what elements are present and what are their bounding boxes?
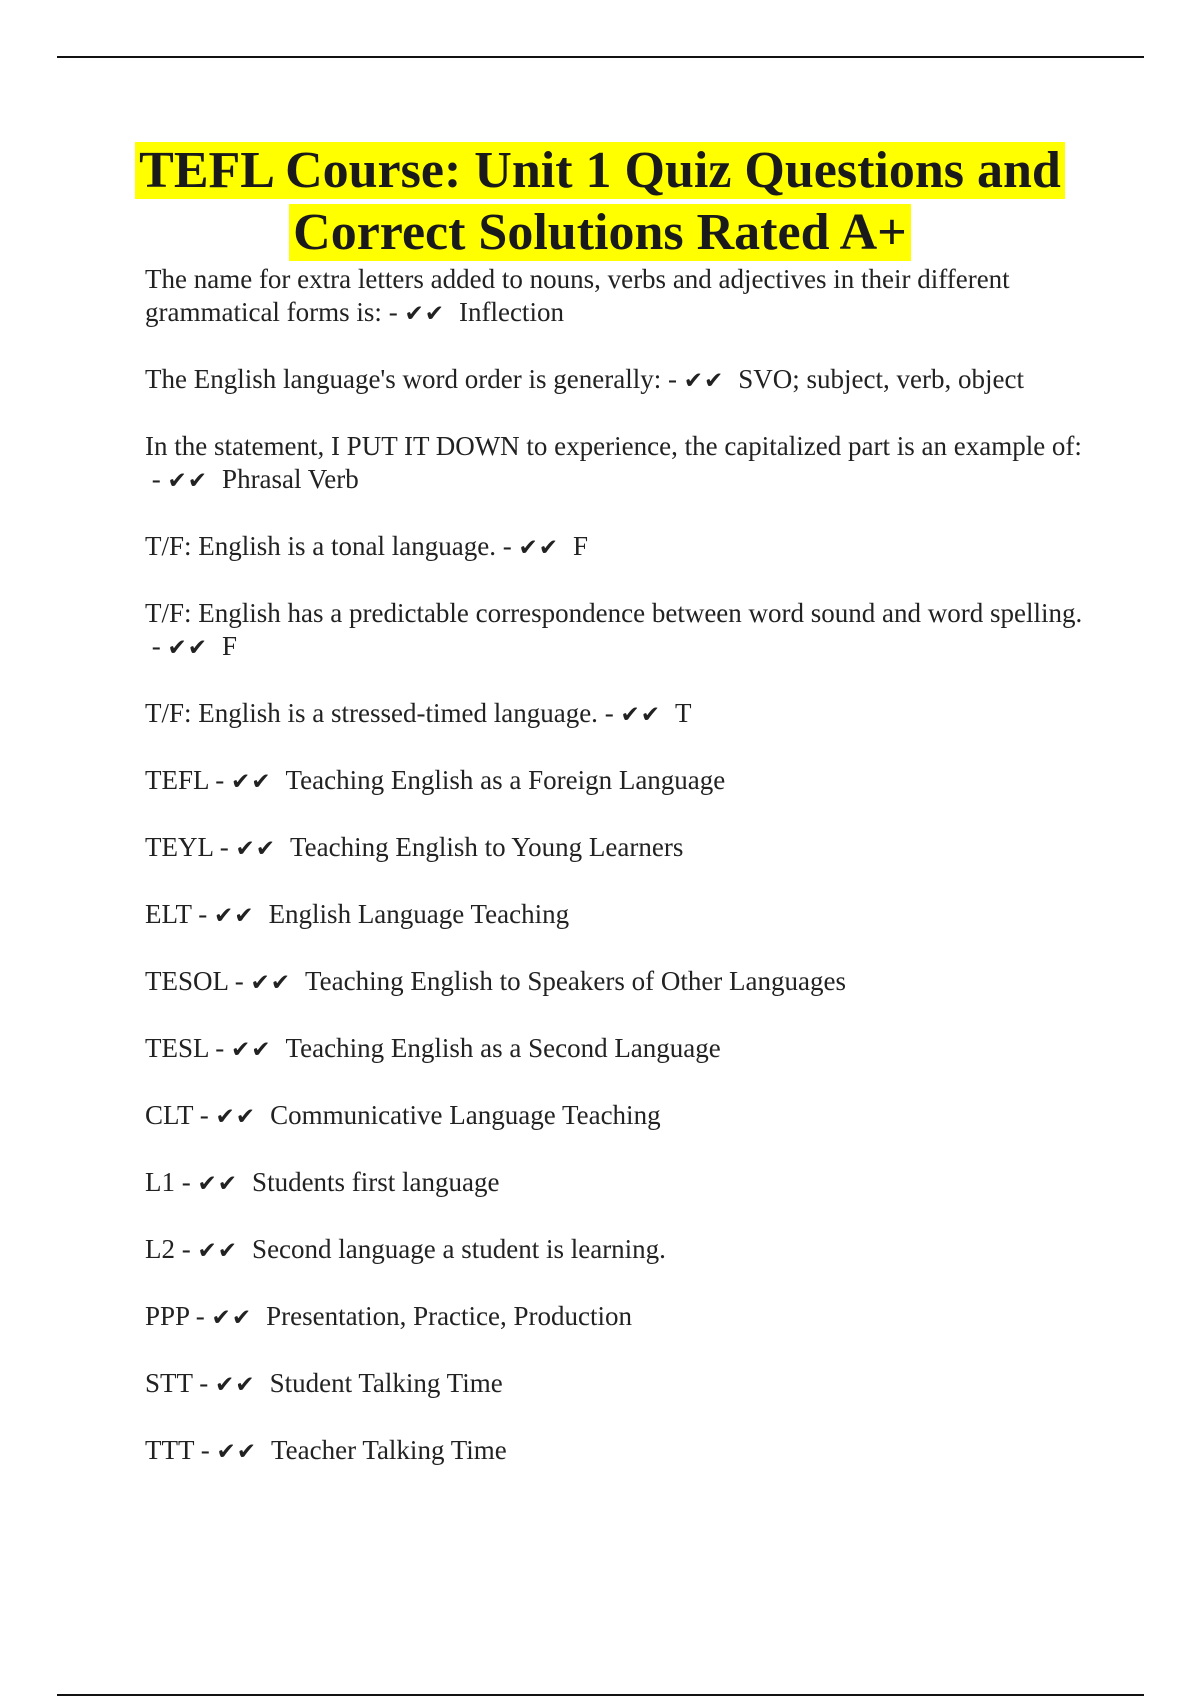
double-check-icon: ✔✔ bbox=[231, 769, 272, 795]
separator: - bbox=[228, 966, 251, 996]
question-text: ELT bbox=[145, 899, 192, 929]
question-text: T/F: English is a stressed-timed language. bbox=[145, 698, 598, 728]
question-text: TEYL bbox=[145, 832, 213, 862]
double-check-icon: ✔✔ bbox=[683, 368, 725, 394]
question-text: TESL bbox=[145, 1033, 209, 1063]
answer-text: T bbox=[674, 698, 692, 728]
separator: - bbox=[212, 832, 236, 862]
answer-text: Teaching English to Speakers of Other Languages bbox=[305, 966, 846, 996]
separator: - bbox=[189, 1301, 212, 1331]
separator: - bbox=[191, 899, 215, 929]
qa-item bbox=[145, 597, 1095, 665]
separator: - bbox=[145, 464, 168, 494]
answer-text: Second language a student is learning. bbox=[252, 1234, 666, 1264]
double-check-icon: ✔✔ bbox=[167, 468, 209, 494]
title-line-2: Correct Solutions Rated A+ bbox=[289, 204, 911, 261]
qa-item bbox=[145, 1166, 1095, 1201]
question-text: PPP bbox=[145, 1301, 190, 1331]
qa-list bbox=[145, 263, 1095, 1501]
question-text: T/F: English is a tonal language. bbox=[145, 531, 496, 561]
question-text: L2 bbox=[145, 1234, 175, 1264]
question-text: In the statement, I PUT IT DOWN to experience, the capitalized part is an example of: bbox=[145, 431, 1082, 461]
qa-item bbox=[145, 1434, 1095, 1469]
qa-item bbox=[145, 1300, 1095, 1335]
double-check-icon: ✔✔ bbox=[235, 836, 277, 862]
question-text: TESOL bbox=[145, 966, 228, 996]
qa-item bbox=[145, 430, 1095, 498]
separator: - bbox=[194, 1435, 217, 1465]
double-check-icon: ✔✔ bbox=[215, 1372, 256, 1398]
question-text: STT bbox=[145, 1368, 193, 1398]
separator: - bbox=[208, 1033, 231, 1063]
question-text: TEFL bbox=[145, 765, 209, 795]
qa-item bbox=[145, 1233, 1095, 1268]
double-check-icon: ✔✔ bbox=[215, 1104, 257, 1130]
qa-item bbox=[145, 1032, 1095, 1067]
title-line-1: TEFL Course: Unit 1 Quiz Questions and bbox=[135, 142, 1065, 199]
separator: - bbox=[381, 297, 405, 327]
answer-text: Teaching English as a Foreign Language bbox=[285, 765, 726, 795]
answer-text: Students first language bbox=[252, 1167, 500, 1197]
top-rule bbox=[57, 56, 1144, 58]
answer-text: Phrasal Verb bbox=[222, 464, 359, 494]
separator: - bbox=[208, 765, 231, 795]
separator: - bbox=[495, 531, 519, 561]
question-text: T/F: English has a predictable correspondence between word sound and word spelling. bbox=[145, 598, 1083, 628]
answer-text: Teaching English as a Second Language bbox=[285, 1033, 721, 1063]
qa-item bbox=[145, 263, 1095, 331]
double-check-icon: ✔✔ bbox=[197, 1171, 239, 1197]
double-check-icon: ✔✔ bbox=[518, 535, 559, 561]
qa-item bbox=[145, 831, 1095, 866]
double-check-icon: ✔✔ bbox=[197, 1238, 239, 1264]
double-check-icon: ✔✔ bbox=[231, 1037, 272, 1063]
separator: - bbox=[175, 1234, 198, 1264]
qa-item bbox=[145, 965, 1095, 1000]
answer-text: F bbox=[222, 631, 238, 661]
qa-item bbox=[145, 363, 1095, 398]
question-text: CLT bbox=[145, 1100, 194, 1130]
double-check-icon: ✔✔ bbox=[167, 635, 209, 661]
qa-item bbox=[145, 530, 1095, 565]
answer-text: Communicative Language Teaching bbox=[270, 1100, 661, 1130]
qa-item bbox=[145, 697, 1095, 732]
answer-text: SVO; subject, verb, object bbox=[738, 364, 1024, 394]
separator: - bbox=[661, 364, 684, 394]
qa-item bbox=[145, 1367, 1095, 1402]
answer-text: F bbox=[573, 531, 589, 561]
bottom-rule bbox=[57, 1694, 1144, 1696]
qa-item bbox=[145, 898, 1095, 933]
answer-text: Presentation, Practice, Production bbox=[266, 1301, 633, 1331]
answer-text: English Language Teaching bbox=[268, 899, 570, 929]
qa-item bbox=[145, 764, 1095, 799]
double-check-icon: ✔✔ bbox=[214, 903, 255, 929]
answer-text: Student Talking Time bbox=[269, 1368, 503, 1398]
double-check-icon: ✔✔ bbox=[211, 1305, 253, 1331]
double-check-icon: ✔✔ bbox=[404, 301, 445, 327]
question-text: The name for extra letters added to nouns, verbs and adjectives in their different grammatical forms is: bbox=[145, 264, 1010, 327]
page-title bbox=[60, 140, 1140, 264]
double-check-icon: ✔✔ bbox=[216, 1439, 258, 1465]
separator: - bbox=[193, 1100, 216, 1130]
answer-text: Inflection bbox=[458, 297, 564, 327]
separator: - bbox=[175, 1167, 198, 1197]
qa-item bbox=[145, 1099, 1095, 1134]
separator: - bbox=[597, 698, 621, 728]
answer-text: Teaching English to Young Learners bbox=[290, 832, 684, 862]
question-text: TTT bbox=[145, 1435, 194, 1465]
separator: - bbox=[145, 631, 168, 661]
double-check-icon: ✔✔ bbox=[620, 702, 661, 728]
question-text: The English language's word order is generally: bbox=[145, 364, 662, 394]
double-check-icon: ✔✔ bbox=[250, 970, 292, 996]
question-text: L1 bbox=[145, 1167, 175, 1197]
answer-text: Teacher Talking Time bbox=[271, 1435, 507, 1465]
separator: - bbox=[192, 1368, 216, 1398]
